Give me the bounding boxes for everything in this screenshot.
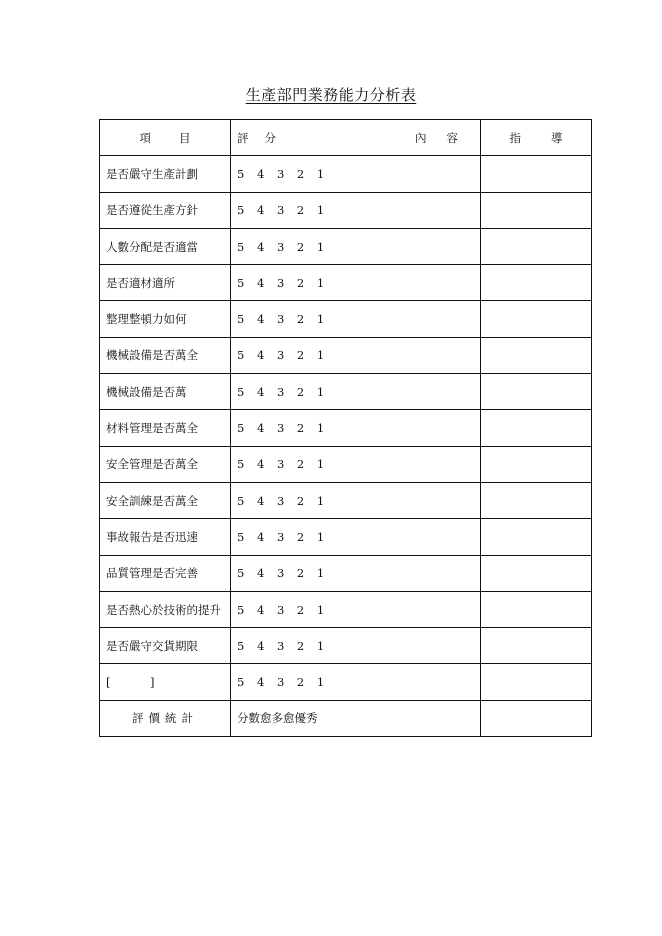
score-cell: 5 4 3 2 1	[231, 664, 481, 700]
guide-cell[interactable]	[481, 228, 592, 264]
score-cell: 5 4 3 2 1	[231, 628, 481, 664]
header-content-char-1: 內	[415, 130, 427, 145]
table-row	[100, 628, 592, 664]
header-score	[237, 131, 276, 145]
table-row	[100, 301, 592, 337]
summary-row	[100, 700, 592, 736]
item-cell: 材料管理是否萬全	[100, 410, 231, 446]
score-cell: 5 4 3 2 1	[231, 337, 481, 373]
table-row	[100, 192, 592, 228]
guide-cell[interactable]	[481, 337, 592, 373]
header-guide-char-2: 導	[551, 130, 563, 145]
item-cell: 是否熱心於技術的提升	[100, 591, 231, 627]
header-item	[100, 120, 231, 156]
item-cell: 事故報告是否迅速	[100, 519, 231, 555]
guide-cell[interactable]	[481, 519, 592, 555]
score-cell: 5 4 3 2 1	[231, 555, 481, 591]
score-cell: 5 4 3 2 1	[231, 591, 481, 627]
page-title-text: 生產部門業務能力分析表	[245, 86, 417, 104]
item-cell: 是否嚴守生產計劃	[100, 156, 231, 192]
custom-item-row	[100, 664, 592, 700]
item-cell: 安全管理是否萬全	[100, 446, 231, 482]
guide-cell[interactable]	[481, 482, 592, 518]
table-row	[100, 519, 592, 555]
guide-cell[interactable]	[481, 446, 592, 482]
table-row	[100, 374, 592, 410]
header-score-content	[231, 120, 481, 156]
item-cell: 機械設備是否萬	[100, 374, 231, 410]
table-row	[100, 555, 592, 591]
guide-cell[interactable]	[481, 628, 592, 664]
item-cell: 是否遵從生產方針	[100, 192, 231, 228]
score-cell: 5 4 3 2 1	[231, 374, 481, 410]
page-title	[0, 84, 662, 105]
header-guide	[481, 120, 592, 156]
table-row	[100, 591, 592, 627]
score-cell: 5 4 3 2 1	[231, 228, 481, 264]
guide-cell[interactable]	[481, 156, 592, 192]
score-cell: 5 4 3 2 1	[231, 519, 481, 555]
item-cell: 是否嚴守交貨期限	[100, 628, 231, 664]
summary-guide-cell[interactable]	[481, 700, 592, 736]
bracket-close: ]	[150, 675, 155, 690]
item-cell: 安全訓練是否萬全	[100, 482, 231, 518]
summary-text: 分數愈多愈優秀	[231, 700, 481, 736]
guide-cell[interactable]	[481, 410, 592, 446]
guide-cell[interactable]	[481, 555, 592, 591]
header-item-char-2: 目	[179, 130, 191, 145]
item-cell: 機械設備是否萬全	[100, 337, 231, 373]
item-cell: 整理整頓力如何	[100, 301, 231, 337]
table-row	[100, 337, 592, 373]
table-row	[100, 482, 592, 518]
summary-label: 評價統計	[100, 700, 231, 736]
guide-cell[interactable]	[481, 265, 592, 301]
guide-cell[interactable]	[481, 192, 592, 228]
table-row	[100, 410, 592, 446]
item-cell: 是否適材適所	[100, 265, 231, 301]
bracket-open: [	[106, 675, 111, 690]
custom-item-cell[interactable]	[100, 664, 231, 700]
table-row	[100, 265, 592, 301]
guide-cell[interactable]	[481, 591, 592, 627]
header-content-char-2: 容	[446, 130, 458, 145]
score-cell: 5 4 3 2 1	[231, 301, 481, 337]
guide-cell[interactable]	[481, 374, 592, 410]
table-row	[100, 156, 592, 192]
item-cell: 品質管理是否完善	[100, 555, 231, 591]
score-cell: 5 4 3 2 1	[231, 482, 481, 518]
score-cell: 5 4 3 2 1	[231, 410, 481, 446]
table-row	[100, 446, 592, 482]
evaluation-table	[99, 119, 592, 737]
score-cell: 5 4 3 2 1	[231, 265, 481, 301]
table-row	[100, 228, 592, 264]
header-item-char-1: 項	[139, 130, 151, 145]
score-cell: 5 4 3 2 1	[231, 156, 481, 192]
score-cell: 5 4 3 2 1	[231, 446, 481, 482]
header-guide-char-1: 指	[509, 130, 521, 145]
header-score-char-2: 分	[264, 130, 276, 145]
item-cell: 人數分配是否適當	[100, 228, 231, 264]
guide-cell[interactable]	[481, 301, 592, 337]
guide-cell[interactable]	[481, 664, 592, 700]
header-score-char-1: 評	[237, 130, 249, 145]
header-content	[415, 130, 458, 146]
score-cell: 5 4 3 2 1	[231, 192, 481, 228]
header-row	[100, 120, 592, 156]
